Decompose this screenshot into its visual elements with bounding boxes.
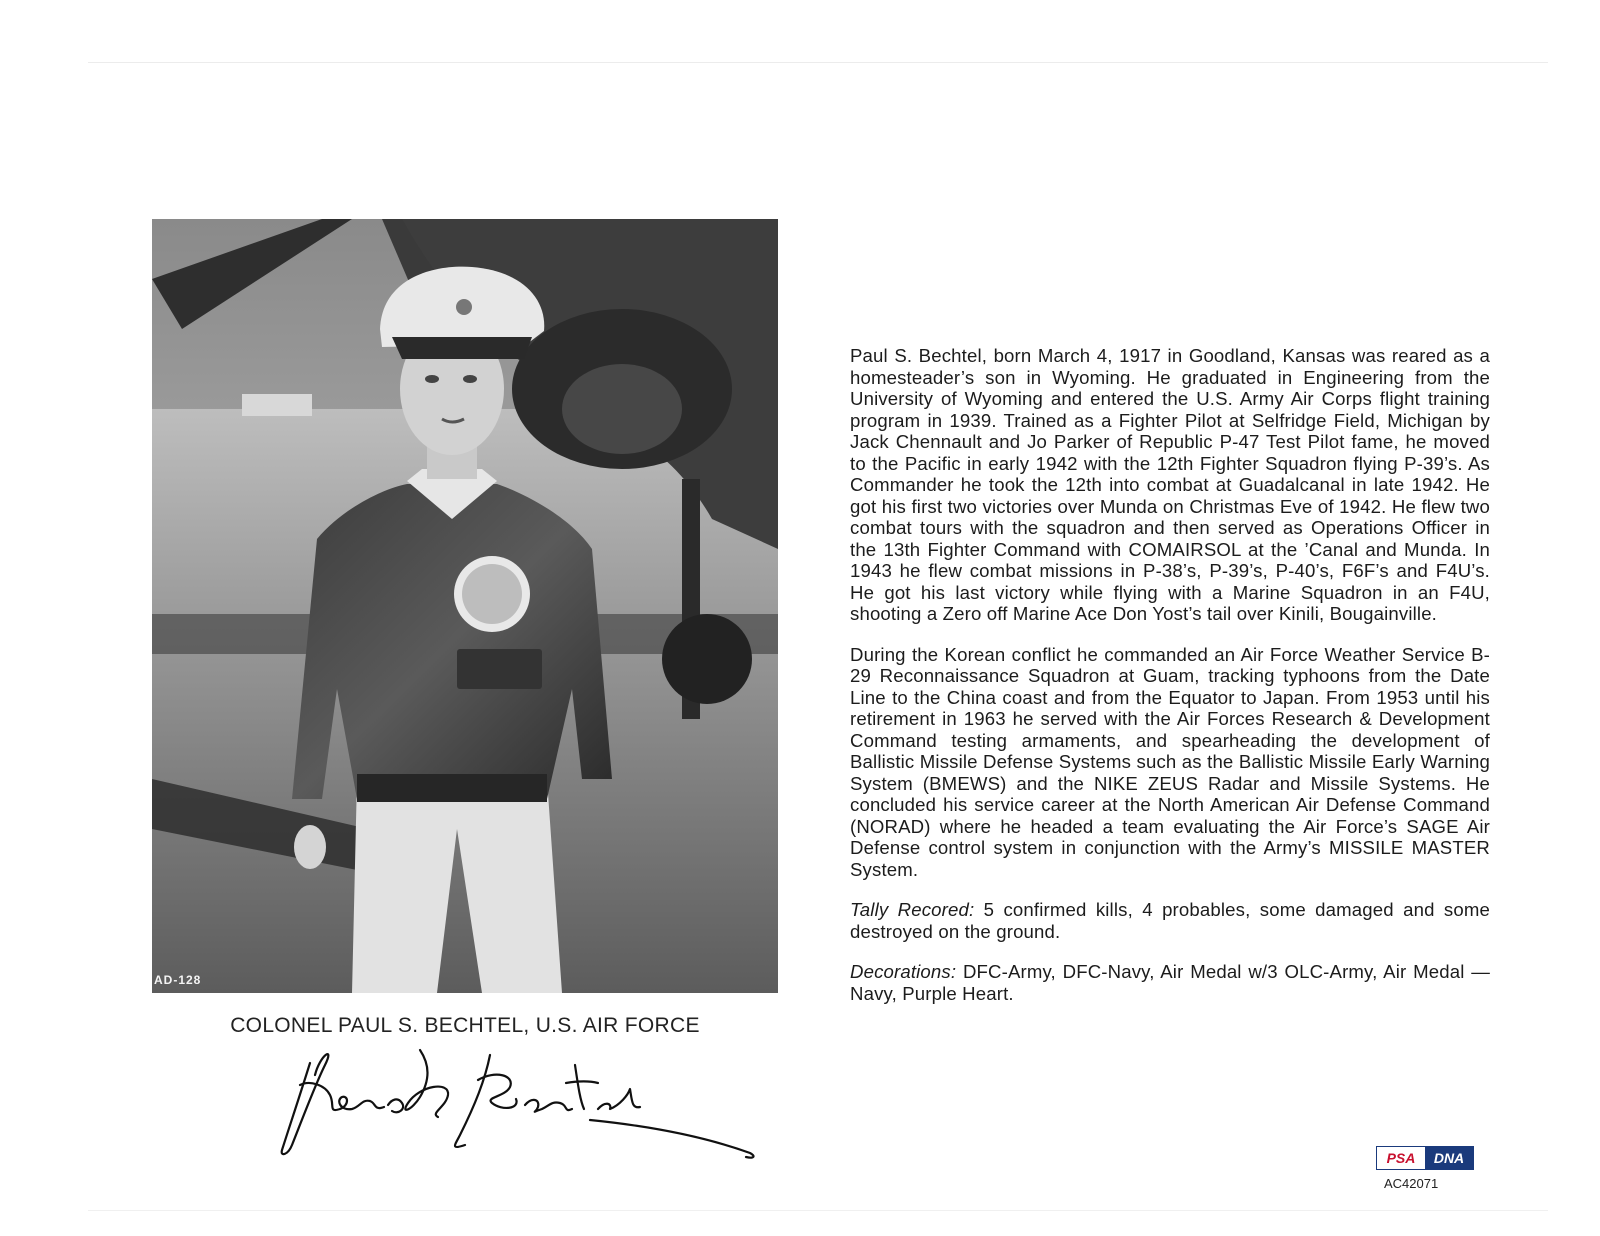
tally-label: Tally Recored: bbox=[850, 899, 975, 920]
bio-paragraph-1: Paul S. Bechtel, born March 4, 1917 in Goodland, Kansas was reared as a homesteader’s son in Wyoming. He graduated in Engineering from the University of Wyoming and entered the U.S. Army Air Corps flight training program in 1939. Trained as a Fighter Pilot at Selfridge Field, Michigan by Jack Chennault and Jo Parker of Republic P-47 Test Pilot fame, he moved to the Pacific in early 1942 with the 12th Fighter Squadron flying P-39’s. As Commander he took the 12th into combat at Guadalcanal in late 1942. He got his first two victories over Munda on Christmas Eve of 1942. He flew two combat tours with the squadron and then served as Operations Officer in the 13th Fighter Command with COMAIRSOL at the ’Canal and Munda. In 1943 he flew combat missions in P-38’s, P-39’s, P-40’s, F6F’s and F4U’s. He got his last victory while flying with a Marine Squadron in an F4U, shooting a Zero off Marine Ace Don Yost’s tail over Kinili, Bougainville. bbox=[850, 345, 1490, 624]
certificate-number: AC42071 bbox=[1384, 1176, 1439, 1191]
page-bottom-edge bbox=[88, 1210, 1548, 1211]
negative-code: AD-128 bbox=[154, 973, 202, 987]
photo-caption: COLONEL PAUL S. BECHTEL, U.S. AIR FORCE bbox=[230, 1014, 700, 1037]
tally-text: 5 confirmed kills, 4 probables, some damaged and some destroyed on the ground. bbox=[850, 899, 1490, 942]
tally-record bbox=[850, 899, 1490, 942]
decorations-text: DFC-Army, DFC-Navy, Air Medal w/3 OLC-Army, Air Medal — Navy, Purple Heart. bbox=[850, 961, 1490, 1004]
dna-logo-text: DNA bbox=[1425, 1147, 1473, 1169]
bio-paragraph-2: During the Korean conflict he commanded an Air Force Weather Service B-29 Reconnaissance Squadron at Guam, tracking typhoons from the Date Line to the China coast and from the Equator to Japan. From 1953 until his retirement in 1963 he served with the Air Forces Research & Development Command testing armaments, and spearheading the development of Ballistic Missile Defense Systems such as the Ballistic Missile Early Warning System (BMEWS) and the NIKE ZEUS Radar and Missile Systems. He concluded his service career at the North American Air Defense Command (NORAD) where he headed a team evaluating the Air Force’s SAGE Air Defense control system in conjunction with the Army’s MISSILE MASTER System. bbox=[850, 643, 1490, 880]
portrait-illustration bbox=[152, 219, 778, 993]
psa-dna-logo bbox=[1376, 1146, 1474, 1170]
decorations bbox=[850, 961, 1490, 1004]
portrait-photo bbox=[152, 219, 778, 993]
decorations-label: Decorations: bbox=[850, 961, 957, 982]
psa-logo-text: PSA bbox=[1377, 1147, 1425, 1169]
signature-image bbox=[280, 1025, 780, 1175]
biography bbox=[850, 345, 1490, 1023]
page-top-edge bbox=[88, 62, 1548, 63]
